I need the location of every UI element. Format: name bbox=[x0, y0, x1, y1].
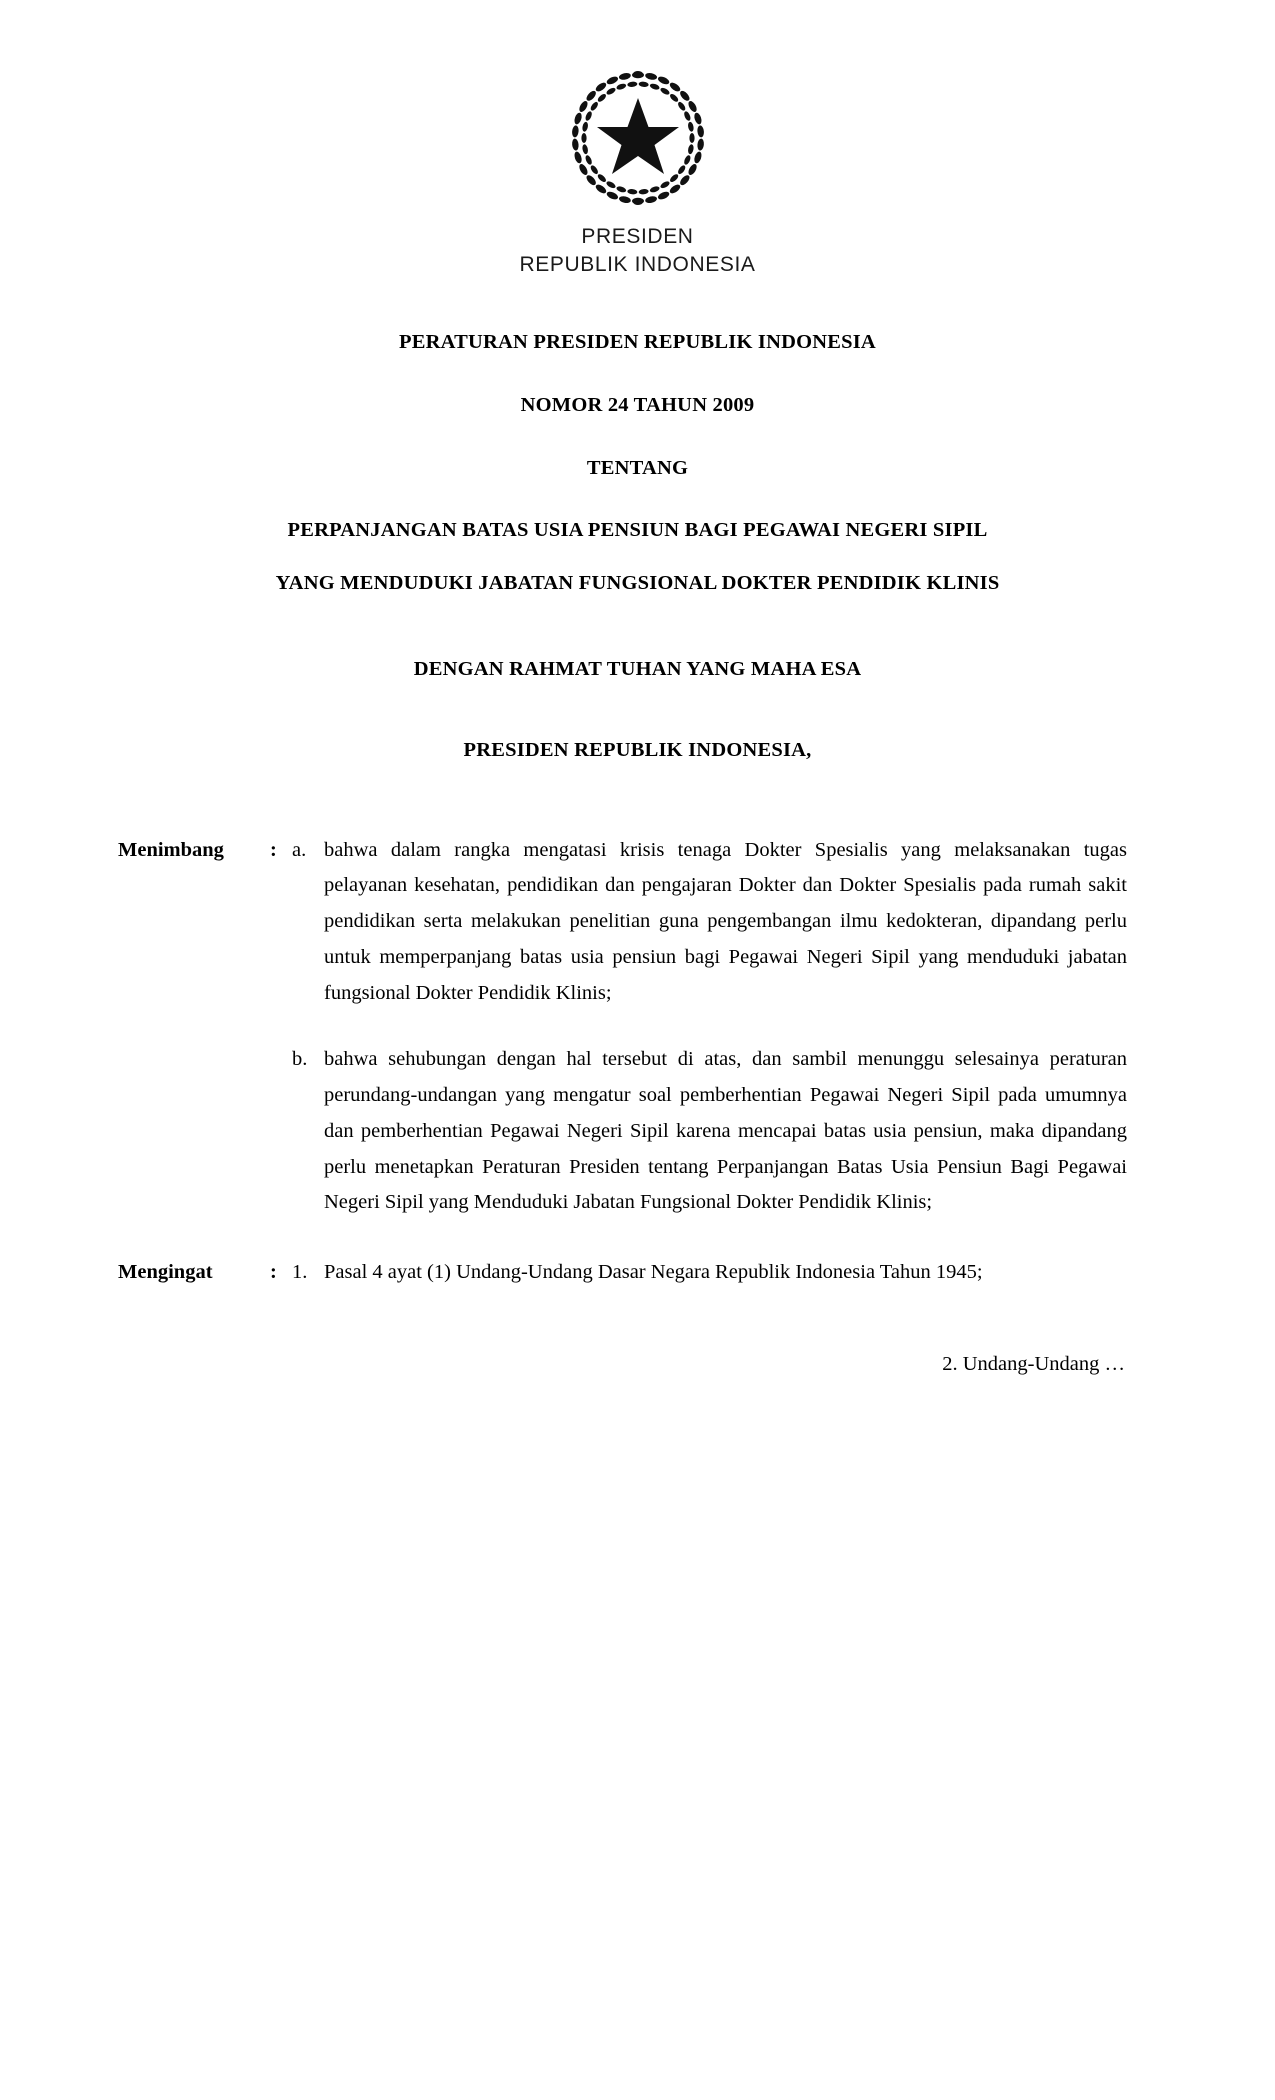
list-item bbox=[292, 1042, 1127, 1221]
garuda-star-emblem-icon bbox=[553, 62, 723, 212]
clause-label: Mengingat bbox=[118, 1261, 213, 1284]
emblem-container bbox=[0, 0, 1275, 217]
section-spacer bbox=[118, 1221, 1127, 1255]
about-label: TENTANG bbox=[586, 456, 689, 479]
clause-colon: : bbox=[270, 838, 277, 861]
item-text: Pasal 4 ayat (1) Undang-Undang Dasar Negara Republik Indonesia Tahun 1945; bbox=[324, 1261, 983, 1284]
issuer-line: PRESIDEN REPUBLIK INDONESIA, bbox=[463, 739, 812, 761]
emblem-caption-line1: PRESIDEN bbox=[581, 225, 694, 248]
page-title: PERATURAN PRESIDEN REPUBLIK INDONESIA bbox=[399, 331, 876, 354]
clauses-container bbox=[0, 833, 1275, 1292]
item-text: bahwa sehubungan dengan hal tersebut di atas, dan sambil menunggu selesainya peraturan perundang-undangan yang mengatur soal pemberhentian Pegawai Negeri Sipil pada umumnya dan pemberhentian Pegawai Negeri Sipil karena mencapai batas usia pensiun, maka dipandang perlu menetapkan Peraturan Presiden tentang Perpanjangan Batas Usia Pensiun Bagi Pegawai Negeri Sipil yang Menduduki Jabatan Fungsional Dokter Pendidik Klinis; bbox=[324, 1047, 1127, 1214]
clause-colon: : bbox=[270, 1261, 277, 1284]
list-item bbox=[292, 1255, 1127, 1291]
item-marker: b. bbox=[292, 1047, 308, 1070]
clause-label: Menimbang bbox=[118, 838, 224, 861]
document-title-block bbox=[0, 330, 1275, 762]
emblem-caption-line2: REPUBLIK INDONESIA bbox=[519, 252, 756, 276]
item-marker: 1. bbox=[292, 1261, 308, 1284]
clause-items bbox=[292, 833, 1127, 1222]
clause-mengingat bbox=[118, 1255, 1127, 1291]
subject-line-1: PERPANJANGAN BATAS USIA PENSIUN BAGI PEGAWAI NEGERI SIPIL bbox=[287, 519, 988, 542]
subject-line-2: YANG MENDUDUKI JABATAN FUNGSIONAL DOKTER PENDIDIK KLINIS bbox=[275, 571, 1000, 594]
clause-menimbang bbox=[118, 833, 1127, 1222]
item-marker: a. bbox=[292, 838, 307, 861]
page-catchword: 2. Undang-Undang … bbox=[942, 1353, 1125, 1376]
list-item bbox=[292, 833, 1127, 1012]
regulation-number: NOMOR 24 TAHUN 2009 bbox=[520, 394, 755, 417]
item-text: bahwa dalam rangka mengatasi krisis tenaga Dokter Spesialis yang melaksanakan tugas pelayanan kesehatan, pendidikan dan pengajaran Dokter dan Dokter Spesialis pada rumah sakit pendidikan serta melakukan penelitian guna pengembangan ilmu kedokteran, dipandang perlu untuk memperpanjang batas usia pensiun bagi Pegawai Negeri Sipil yang menduduki jabatan fungsional Dokter Pendidik Klinis; bbox=[324, 838, 1127, 1005]
emblem-caption bbox=[0, 223, 1275, 278]
clause-items bbox=[292, 1255, 1127, 1291]
blessing-line: DENGAN RAHMAT TUHAN YANG MAHA ESA bbox=[413, 658, 862, 681]
